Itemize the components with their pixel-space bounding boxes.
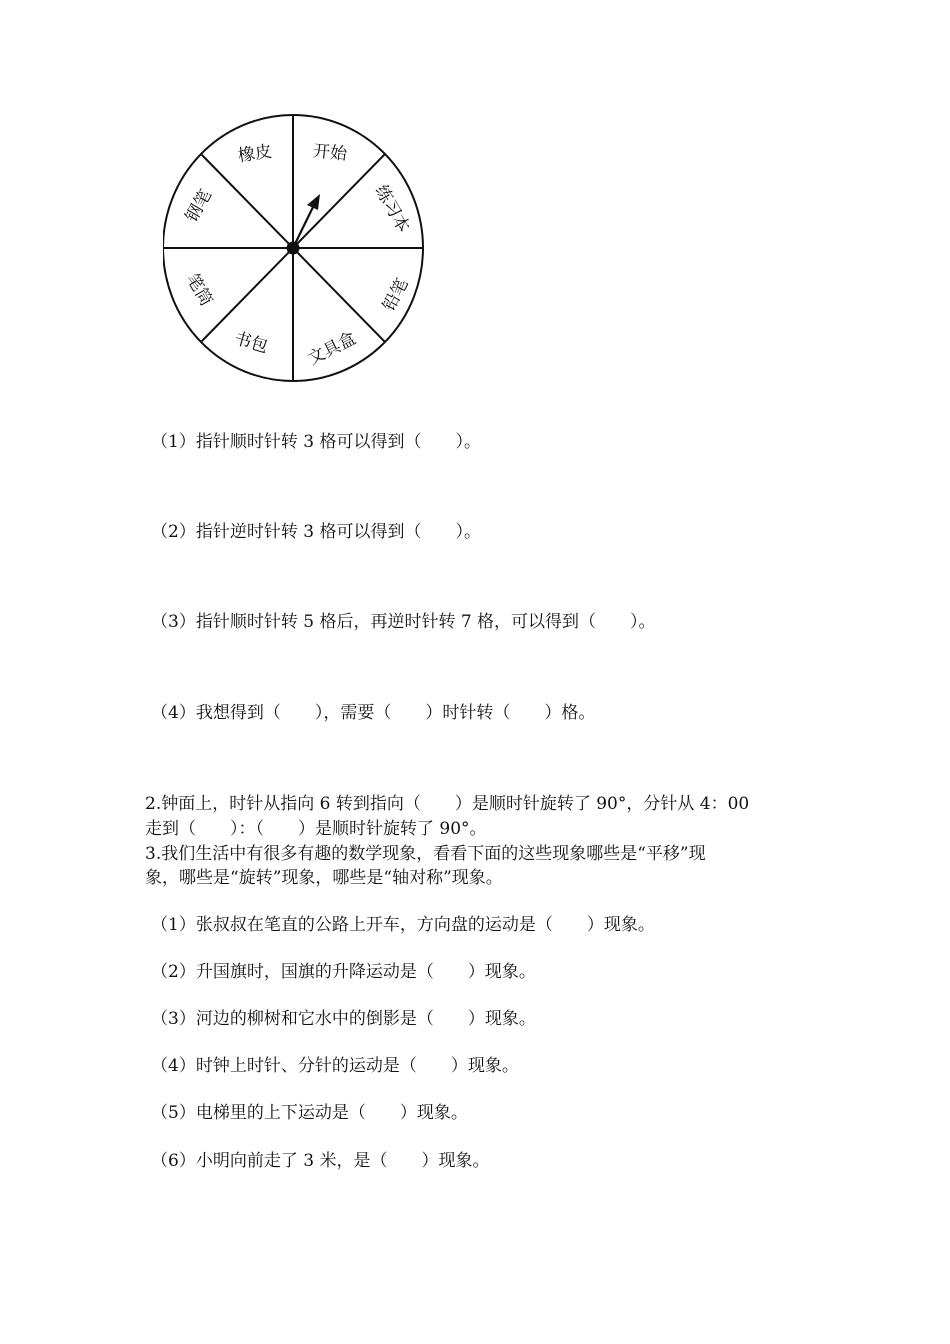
sector-label-pencil: 铅笔 xyxy=(379,275,413,315)
q3-part-6: （6）小明向前走了 3 米，是（ ）现象。 xyxy=(151,1151,490,1171)
q3-part-1: （1）张叔叔在笔直的公路上开车，方向盘的运动是（ ）现象。 xyxy=(151,915,655,935)
pointer-arrow-icon xyxy=(307,194,320,210)
q3-line-1: 3.我们生活中有很多有趣的数学现象，看看下面的这些现象哪些是“平移”现 xyxy=(145,844,706,864)
q3-part-3: （3）河边的柳树和它水中的倒影是（ ）现象。 xyxy=(151,1009,536,1029)
sector-label-workbook: 练习本 xyxy=(370,181,414,237)
q1-part-3: （3）指针顺时针转 5 格后，再逆时针转 7 格，可以得到（ ）。 xyxy=(151,612,656,632)
q3-line-2: 象，哪些是“旋转”现象，哪些是“轴对称”现象。 xyxy=(145,868,503,888)
q3-part-5: （5）电梯里的上下运动是（ ）现象。 xyxy=(151,1103,468,1123)
sector-label-pen-holder: 笔筒 xyxy=(181,270,217,310)
pointer-shaft xyxy=(293,205,314,248)
sector-label-eraser: 橡皮 xyxy=(236,141,274,167)
q2-line-1: 2.钟面上，时针从指向 6 转到指向（ ）是顺时针旋转了 90°，分针从 4：00 xyxy=(145,794,750,814)
q3-part-4: （4）时钟上时针、分针的运动是（ ）现象。 xyxy=(151,1056,519,1076)
sector-label-start: 开始 xyxy=(312,141,348,165)
spinner-wheel xyxy=(163,113,428,383)
q1-part-1: （1）指针顺时针转 3 格可以得到（ ）。 xyxy=(151,432,481,452)
q1-part-4: （4）我想得到（ ），需要（ ）时针转（ ）格。 xyxy=(151,703,596,723)
sector-label-fountain-pen: 钢笔 xyxy=(181,186,217,226)
sector-label-pencil-case: 文具盒 xyxy=(304,328,360,370)
pivot-dot xyxy=(287,242,300,255)
q3-part-2: （2）升国旗时，国旗的升降运动是（ ）现象。 xyxy=(151,962,536,982)
q1-part-2: （2）指针逆时针转 3 格可以得到（ ）。 xyxy=(151,522,481,542)
sector-label-schoolbag: 书包 xyxy=(231,328,271,358)
q2-line-2: 走到（ ）：（ ）是顺时针旋转了 90°。 xyxy=(145,819,487,839)
